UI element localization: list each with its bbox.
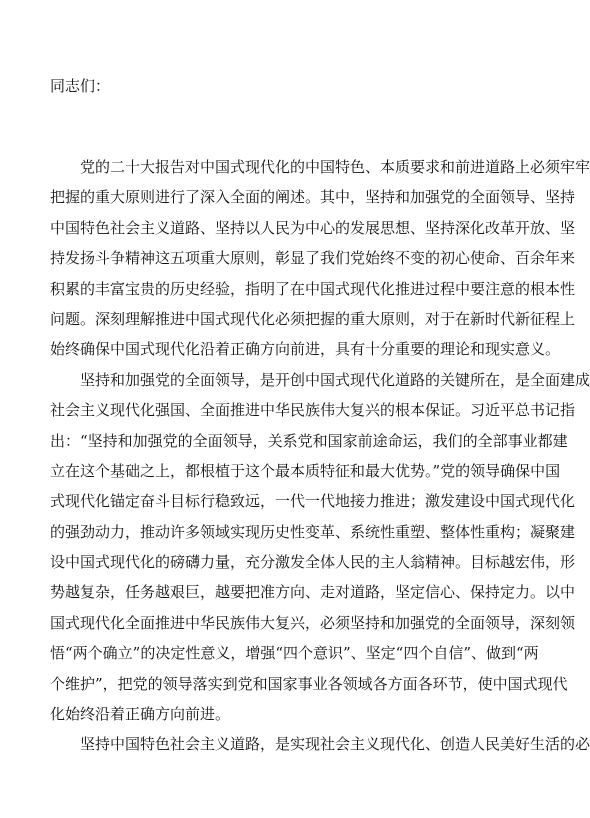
text-line: 个维护”，把党的领导落实到党和国家事业各领域各方面各环节，使中国式现代 — [50, 674, 568, 693]
text-line: 的强劲动力，推动许多领域实现历史性变革、系统性重塑、整体性重构；凝聚建 — [50, 522, 576, 541]
text-line: 势越复杂，任务越艰巨，越要把准方向、走对道路，坚定信心、保持定力。以中 — [50, 583, 576, 602]
text-line: 国式现代化全面推进中华民族伟大复兴，必须坚持和加强党的全面领导，深刻领 — [50, 613, 576, 632]
text-line: 始终确保中国式现代化沿着正确方向前进，具有十分重要的理论和现实意义。 — [50, 340, 561, 359]
paragraph-2 — [50, 365, 590, 730]
text-line: 把握的重大原则进行了深入全面的阐述。其中，坚持和加强党的全面领导、坚持 — [50, 188, 576, 207]
paragraph-1 — [50, 152, 590, 365]
greeting: 同志们： — [50, 77, 111, 95]
text-line: 中国特色社会主义道路、坚持以人民为中心的发展思想、坚持深化改革开放、坚 — [50, 218, 576, 237]
text-line: 坚持和加强党的全面领导，是开创中国式现代化道路的关键所在，是全面建成 — [80, 370, 590, 389]
text-line: 设中国式现代化的磅礴力量，充分激发全体人民的主人翁精神。目标越宏伟，形 — [50, 553, 576, 572]
text-line: 化始终沿着正确方向前进。 — [50, 705, 231, 724]
text-line: 问题。深刻理解推进中国式现代化必须把握的重大原则，对于在新时代新征程上 — [50, 309, 576, 328]
document-body — [50, 152, 590, 760]
text-line: 坚持中国特色社会主义道路，是实现社会主义现代化、创造人民美好生活的必 — [80, 735, 590, 754]
text-line: 党的二十大报告对中国式现代化的中国特色、本质要求和前进道路上必须牢牢 — [80, 158, 590, 176]
paragraph-3 — [50, 729, 590, 759]
text-line: 持发扬斗争精神这五项重大原则，彰显了我们党始终不变的初心使命、百余年来 — [50, 249, 576, 268]
text-line: 社会主义现代化强国、全面推进中华民族伟大复兴的根本保证。习近平总书记指 — [50, 401, 576, 420]
text-line: 积累的丰富宝贵的历史经验，指明了在中国式现代化推进过程中要注意的根本性 — [50, 279, 576, 298]
text-line: 悟“两个确立”的决定性意义，增强“四个意识”、坚定“四个自信”、做到“两 — [50, 644, 539, 663]
text-line: 式现代化锚定奋斗目标行稳致远，一代一代地接力推进；激发建设中国式现代化 — [50, 492, 576, 511]
text-line: 立在这个基础之上，都根植于这个最本质特征和最大优势。”党的领导确保中国 — [50, 461, 561, 480]
text-line: 出：“坚持和加强党的全面领导，关系党和国家前途命运，我们的全部事业都建 — [50, 431, 568, 450]
